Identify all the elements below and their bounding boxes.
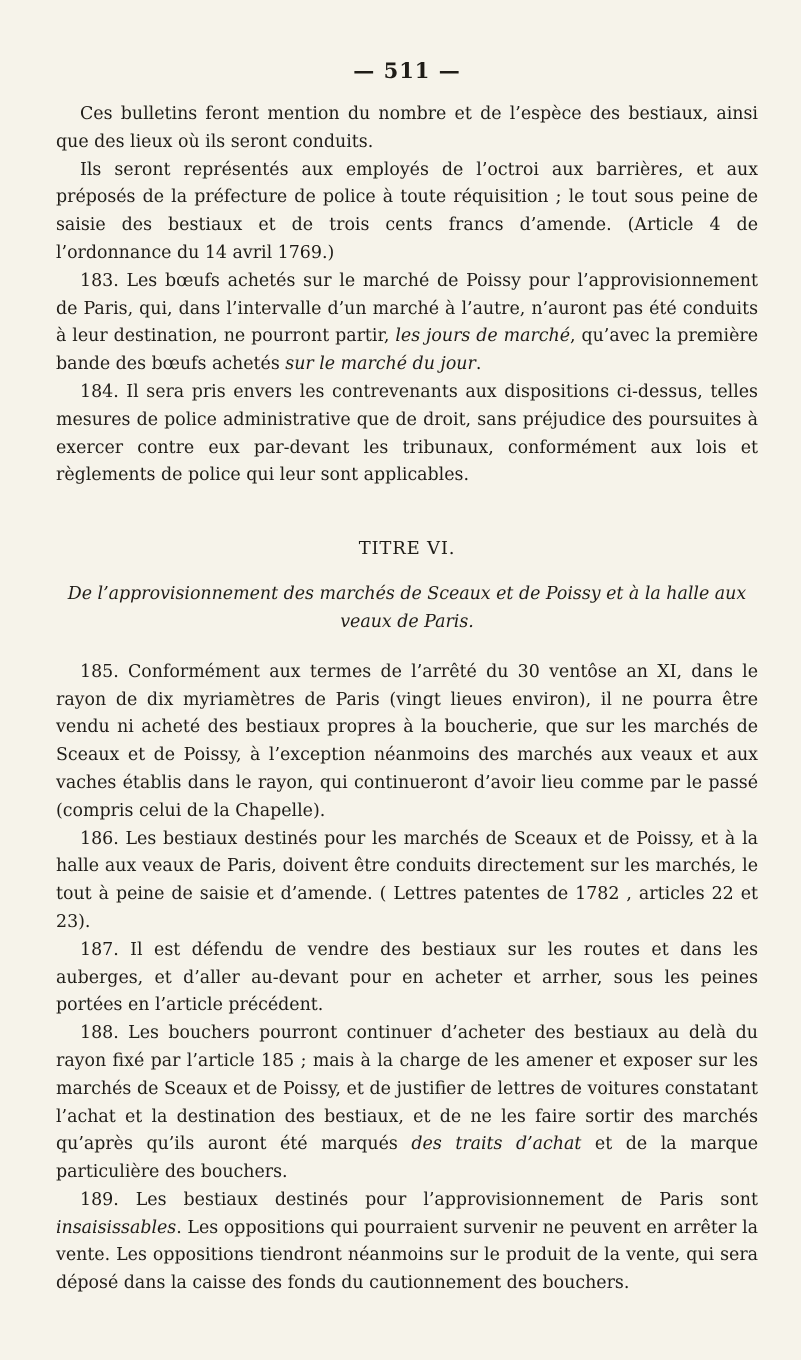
- page-number: — 511 —: [353, 58, 461, 83]
- paragraph-183-text-middle: , qu’avec la première bande des bœufs achetés: [56, 326, 758, 375]
- paragraph-183-italic-1: les jours de marché: [395, 326, 571, 347]
- paragraph-representation: Ils seront représentés aux employés de l’octroi aux barrières, et aux préposés de la préfecture de police à toute réquisition ; le tout sous peine de saisie des bestiaux et de trois cents francs d’amende. (Article 4 de l’ordonnance du 14 avril 1769.): [56, 159, 758, 263]
- section-title: TITRE VI.: [358, 538, 456, 560]
- paragraph-183: [56, 268, 758, 379]
- paragraph-188-italic-1: des traits d’achat: [411, 1134, 582, 1155]
- paragraph-188-text-after: et de la marque particulière des bouchers.: [56, 1134, 759, 1183]
- paragraph-189-text-after: . Les oppositions qui pourraient survenir ne peuvent en arrêter la vente. Les oppositions tiendront néanmoins sur le produit de la vente, qui sera déposé dans la caisse des fonds du cautionnement des bouchers.: [56, 1217, 758, 1294]
- section-subtitle: De l’approvisionnement des marchés de Sceaux et de Poissy et à la halle aux veaux de Paris.: [67, 584, 747, 632]
- paragraph-189-text-before: 189. Les bestiaux destinés pour l’approvisionnement de Paris sont: [80, 1189, 758, 1210]
- paragraph-bulletins: Ces bulletins feront mention du nombre et de l’espèce des bestiaux, ainsi que des lieux où ils seront conduits.: [56, 104, 758, 152]
- paragraph-188-text-before: 188. Les bouchers pourront continuer d’acheter des bestiaux au delà du rayon fixé par l’article 185 ; mais à la charge de les amener et exposer sur les marchés de Sceaux et de Poissy, et de justifier de lettres de voitures constatant l’achat et la destination des bestiaux, et de ne les faire sortir des marchés qu’après qu’ils auront été marqués: [56, 1023, 758, 1155]
- paragraph-183-text-before: 183. Les bœufs achetés sur le marché de Poissy pour l’approvisionnement de Paris, qui, dans l’intervalle d’un marché à l’autre, n’auront pas été conduits à leur destination, ne pourront partir,: [56, 270, 758, 347]
- paragraph-189: [56, 1187, 758, 1298]
- paragraph-183-text-after: .: [475, 354, 482, 375]
- section-spacer: [56, 490, 758, 510]
- paragraph-189-italic-1: insaisissables: [56, 1217, 177, 1238]
- paragraph-186: 186. Les bestiaux destinés pour les marchés de Sceaux et de Poissy, et à la halle aux veaux de Paris, doivent être conduits directement sur les marchés, le tout à peine de saisie et d’amende. ( Lettres patentes de 1782 , articles 22 et 23).: [56, 828, 758, 932]
- paragraph-185: 185. Conformément aux termes de l’arrêté du 30 ventôse an XI, dans le rayon de dix myriamètres de Paris (vingt lieues environ), il ne pourra être vendu ni acheté des bestiaux propres à la boucherie, que sur les marchés de Sceaux et de Poissy, à l’exception néanmoins des marchés aux veaux et aux vaches établis dans le rayon, qui continueront d’avoir lieu comme par le passé (compris celui de la Chapelle).: [56, 661, 758, 821]
- paragraph-183-italic-2: sur le marché du jour: [285, 354, 476, 375]
- paragraph-187: 187. Il est défendu de vendre des bestiaux sur les routes et dans les auberges, et d’aller au-devant pour en acheter et arrher, sous les peines portées en l’article précédent.: [56, 939, 758, 1016]
- document-page: [56, 58, 758, 1298]
- paragraph-184: 184. Il sera pris envers les contrevenants aux dispositions ci-dessus, telles mesures de police administrative que de droit, sans préjudice des poursuites à exercer contre eux par-devant les tribunaux, conformément aux lois et règlements de police qui leur sont applicables.: [56, 381, 758, 486]
- paragraph-188: [56, 1020, 758, 1187]
